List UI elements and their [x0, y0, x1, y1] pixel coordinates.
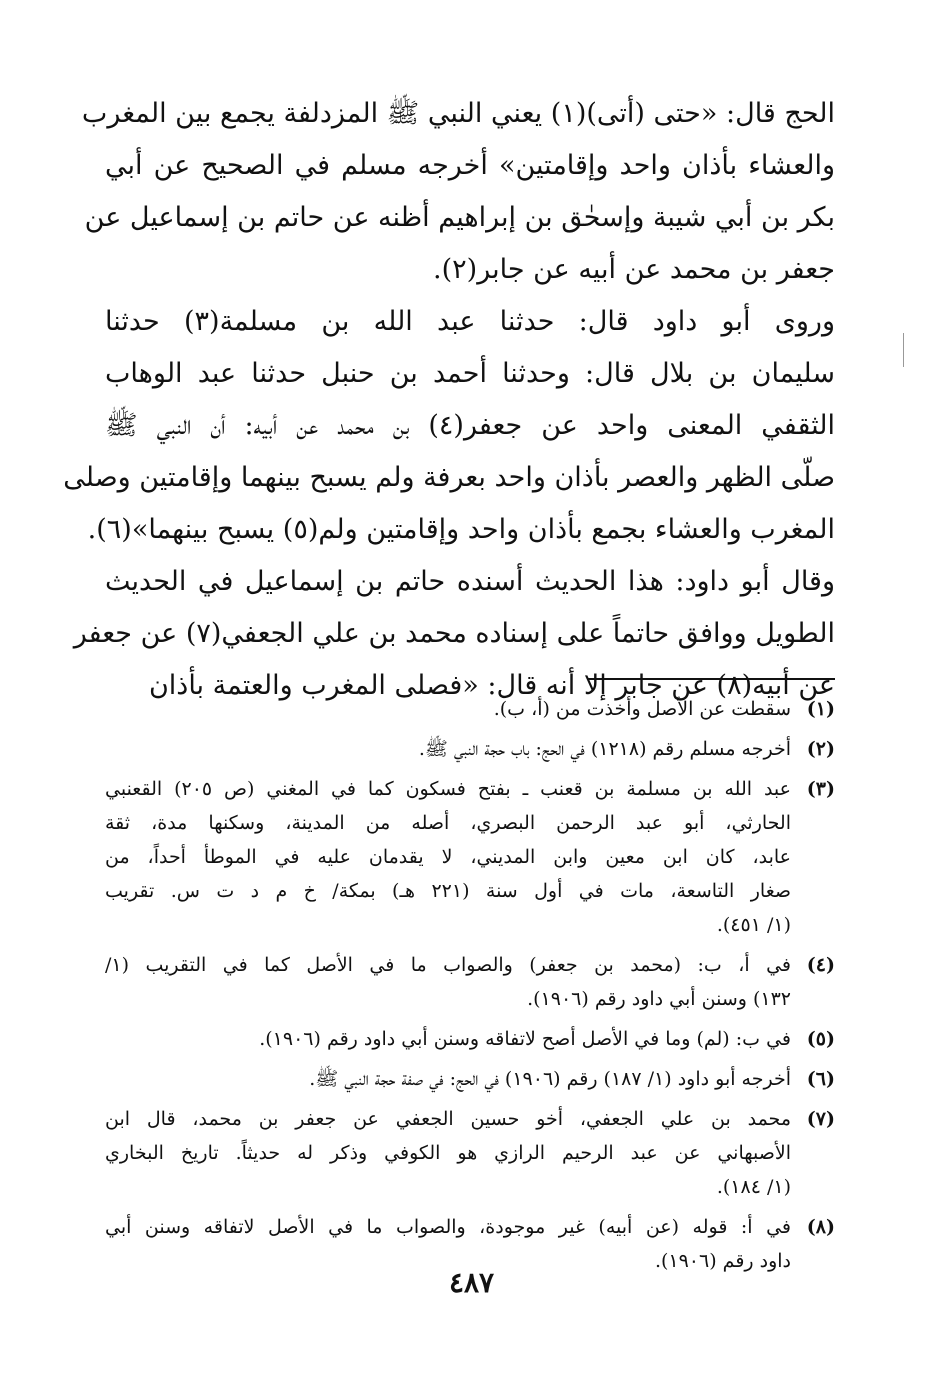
footnote-line: في أ، ب: (محمد بن جعفر) والصواب ما في الأصل كما في التقريب (١/ — [105, 954, 791, 976]
margin-mark — [903, 333, 904, 367]
footnote-line: الحارثي، أبو عبد الرحمن البصري، أصله من المدينة، وسكنها مدة، ثقة — [105, 812, 791, 834]
footnote — [105, 1062, 835, 1096]
footnote-line: عابد، كان ابن معين وابن المديني، لا يقدمان عليه في الموطأ أحداً، من — [105, 846, 791, 868]
footnote-number: (٢) — [806, 738, 835, 760]
footnote-number: (٦) — [806, 1068, 835, 1090]
footnote-number: (٤) — [806, 954, 835, 976]
text-line: جعفر بن محمد عن أبيه عن جابر(٢). — [433, 254, 835, 285]
footnote-line: في أ: قوله (عن أبيه) غير موجودة، والصواب ما في الأصل لاتفاقه وسنن أبي — [105, 1216, 791, 1238]
footnote-number: (٣) — [806, 778, 835, 800]
text-line: المغرب والعشاء بجمع بأذان واحد وإقامتين ولم(٥) يسبح بينهما»(٦). — [87, 514, 835, 545]
footnote-line: (١/ ١٨٤). — [716, 1176, 791, 1198]
footnote — [105, 772, 835, 942]
footnote — [105, 1022, 835, 1056]
footnote-line: صغار التاسعة، مات في أول سنة (٢٢١ هـ) بمكة/ خ م د ت س. تقريب — [105, 880, 791, 902]
footnotes — [105, 692, 835, 1284]
footnote — [105, 948, 835, 1016]
footnote — [105, 732, 835, 766]
text-line: الطويل ووافق حاتماً على إسناده محمد بن علي الجعفي(٧) عن جعفر — [73, 618, 835, 649]
footnote-number: (٥) — [806, 1028, 835, 1050]
text-line: وروى أبو داود قال: حدثنا عبد الله بن مسلمة(٣) حدثنا — [105, 306, 835, 337]
text-line: سليمان بن بلال قال: وحدثنا أحمد بن حنبل حدثنا عبد الوهاب — [105, 358, 835, 389]
footnote-line: أخرجه أبو داود (١/ ١٨٧) رقم (١٩٠٦) في الحج: في صفة حجة النبي ﷺ. — [309, 1068, 791, 1090]
footnote-line: داود رقم (١٩٠٦). — [654, 1250, 791, 1272]
footnote-separator — [587, 678, 835, 680]
footnote-number: (١) — [806, 698, 835, 720]
footnote-line: سقطت عن الأصل وأخذت من (أ، ب). — [493, 698, 791, 720]
footnote-line: (١/ ٤٥١). — [716, 914, 791, 936]
text-line: والعشاء بأذان واحد وإقامتين» أخرجه مسلم في الصحيح عن أبي — [105, 150, 835, 181]
footnote — [105, 1102, 835, 1204]
text-line: عن أبيه(٨) عن جابر إلا أنه قال: «فصلى المغرب والعتمة بأذان — [148, 670, 835, 701]
text-line: الثقفي المعنى واحد عن جعفر(٤) بن محمد عن أبيه: أن النبي ﷺ — [105, 410, 835, 441]
footnote-line: الأصبهاني عن عبد الرحيم الرازي هو الكوفي وذكر له حديثاً. تاريخ البخاري — [105, 1142, 791, 1164]
footnote-number: (٧) — [806, 1108, 835, 1130]
footnote-line: أخرجه مسلم رقم (١٢١٨) في الحج: باب حجة النبي ﷺ. — [418, 738, 791, 760]
main-paragraph-2 — [63, 296, 835, 712]
footnote-line: عبد الله بن مسلمة بن قعنب ـ بفتح فسكون كما في المغني (ص ٢٠٥) القعنبي — [105, 778, 791, 800]
footnote-number: (٨) — [806, 1216, 835, 1238]
text-line: بكر بن أبي شيبة وإسحٰق بن إبراهيم أظنه عن حاتم بن إسماعيل عن — [84, 202, 835, 233]
footnote-line: ١٣٢) وسنن أبي داود رقم (١٩٠٦). — [527, 988, 791, 1010]
text-line: الحج قال: «حتى (أتى)(١) يعني النبي ﷺ المزدلفة يجمع بين المغرب — [81, 98, 835, 129]
footnote-line: في ب: (لم) وما في الأصل أصح لاتفاقه وسنن أبي داود رقم (١٩٠٦). — [259, 1028, 791, 1050]
main-paragraph-1 — [81, 88, 835, 296]
footnote-line: محمد بن علي الجعفي، أخو حسين الجعفي عن جعفر بن محمد، قال ابن — [105, 1108, 791, 1130]
footnote — [105, 692, 835, 726]
text-line: صلّى الظهر والعصر بأذان واحد بعرفة ولم يسبح بينهما وإقامتين وصلى — [63, 462, 835, 493]
page-number: ٤٨٧ — [448, 1266, 495, 1299]
text-line: وقال أبو داود: هذا الحديث أسنده حاتم بن إسماعيل في الحديث — [105, 566, 835, 597]
